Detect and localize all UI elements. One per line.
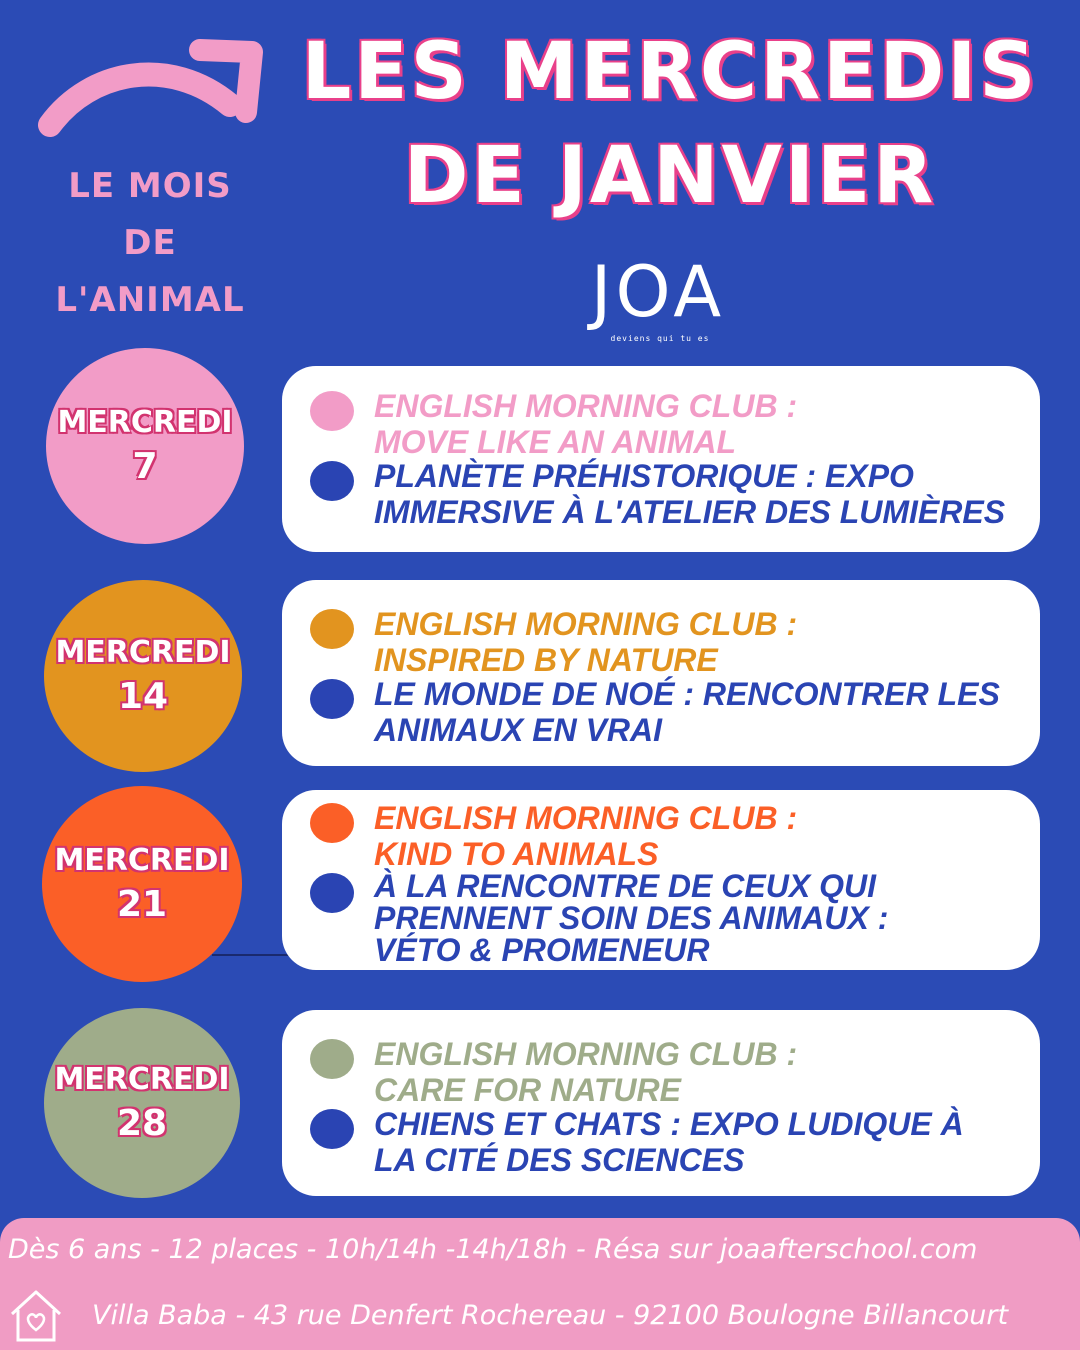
day-number: 21 <box>116 884 168 925</box>
logo-tagline: deviens qui tu es <box>610 334 710 343</box>
day-label: MERCREDI <box>55 635 231 670</box>
subtitle-line-3: L'ANIMAL <box>55 280 245 320</box>
item-line: CARE FOR NATURE <box>374 1072 681 1108</box>
bullet-dot-icon <box>310 1109 354 1149</box>
bullet-dot-icon <box>310 609 354 649</box>
bullet-dot-icon <box>310 461 354 501</box>
subtitle-line-1: LE MOIS <box>68 166 232 206</box>
list-item <box>310 676 1014 748</box>
day-label: MERCREDI <box>54 843 230 878</box>
item-line: PRENNENT SOIN DES ANIMAUX : <box>374 900 889 936</box>
item-line: ENGLISH MORNING CLUB : <box>374 606 798 642</box>
footer-info: Dès 6 ans - 12 places - 10h/14h -14h/18h - Résa sur joaafterschool.com <box>8 1234 978 1265</box>
title-line-2: DE JANVIER <box>403 131 937 221</box>
house-heart-icon <box>6 1284 66 1344</box>
item-line: MOVE LIKE AN ANIMAL <box>374 424 737 460</box>
item-line: ANIMAUX EN VRAI <box>374 712 663 748</box>
page-title <box>290 20 1050 228</box>
joa-logo <box>570 252 750 352</box>
activity-card-7 <box>282 366 1040 552</box>
subtitle-line-2: DE <box>123 223 177 263</box>
item-line: À LA RENCONTRE DE CEUX QUI <box>374 868 876 904</box>
day-number: 14 <box>117 676 169 717</box>
item-line: ENGLISH MORNING CLUB : <box>374 1036 798 1072</box>
item-line: VÉTO & PROMENEUR <box>374 932 710 968</box>
list-item <box>310 1106 1014 1178</box>
connector-line <box>212 954 296 956</box>
day-badge-14 <box>44 580 242 772</box>
day-label: MERCREDI <box>57 405 233 440</box>
activity-card-14 <box>282 580 1040 766</box>
footer-address: Villa Baba - 43 rue Denfert Rochereau - 92100 Boulogne Billancourt <box>92 1300 1009 1331</box>
bullet-dot-icon <box>310 803 354 843</box>
footer <box>0 1218 1080 1350</box>
bullet-dot-icon <box>310 873 354 913</box>
item-line: PLANÈTE PRÉHISTORIQUE : EXPO <box>374 458 914 494</box>
list-item <box>310 606 1014 678</box>
subtitle <box>40 158 260 329</box>
item-line: IMMERSIVE À L'ATELIER DES LUMIÈRES <box>374 494 1006 530</box>
day-badge-21 <box>42 786 242 982</box>
list-item <box>310 800 1014 872</box>
item-line: LA CITÉ DES SCIENCES <box>374 1142 745 1178</box>
bullet-dot-icon <box>310 391 354 431</box>
day-label: MERCREDI <box>54 1062 230 1097</box>
bullet-dot-icon <box>310 679 354 719</box>
list-item <box>310 388 1014 460</box>
logo-text: JOA <box>590 251 726 333</box>
item-line: LE MONDE DE NOÉ : RENCONTRER LES <box>374 676 1000 712</box>
activity-card-21 <box>282 790 1040 970</box>
item-line: INSPIRED BY NATURE <box>374 642 718 678</box>
activity-card-28 <box>282 1010 1040 1196</box>
list-item <box>310 870 1014 966</box>
day-number: 7 <box>132 446 158 487</box>
list-item <box>310 1036 1014 1108</box>
day-number: 28 <box>116 1103 168 1144</box>
day-badge-7 <box>46 348 244 544</box>
day-badge-28 <box>44 1008 240 1198</box>
item-line: ENGLISH MORNING CLUB : <box>374 800 798 836</box>
item-line: CHIENS ET CHATS : EXPO LUDIQUE À <box>374 1106 964 1142</box>
title-line-1: LES MERCREDIS <box>301 27 1039 117</box>
curved-arrow-icon <box>30 30 270 140</box>
bullet-dot-icon <box>310 1039 354 1079</box>
list-item <box>310 458 1014 530</box>
item-line: KIND TO ANIMALS <box>374 836 659 872</box>
item-line: ENGLISH MORNING CLUB : <box>374 388 798 424</box>
